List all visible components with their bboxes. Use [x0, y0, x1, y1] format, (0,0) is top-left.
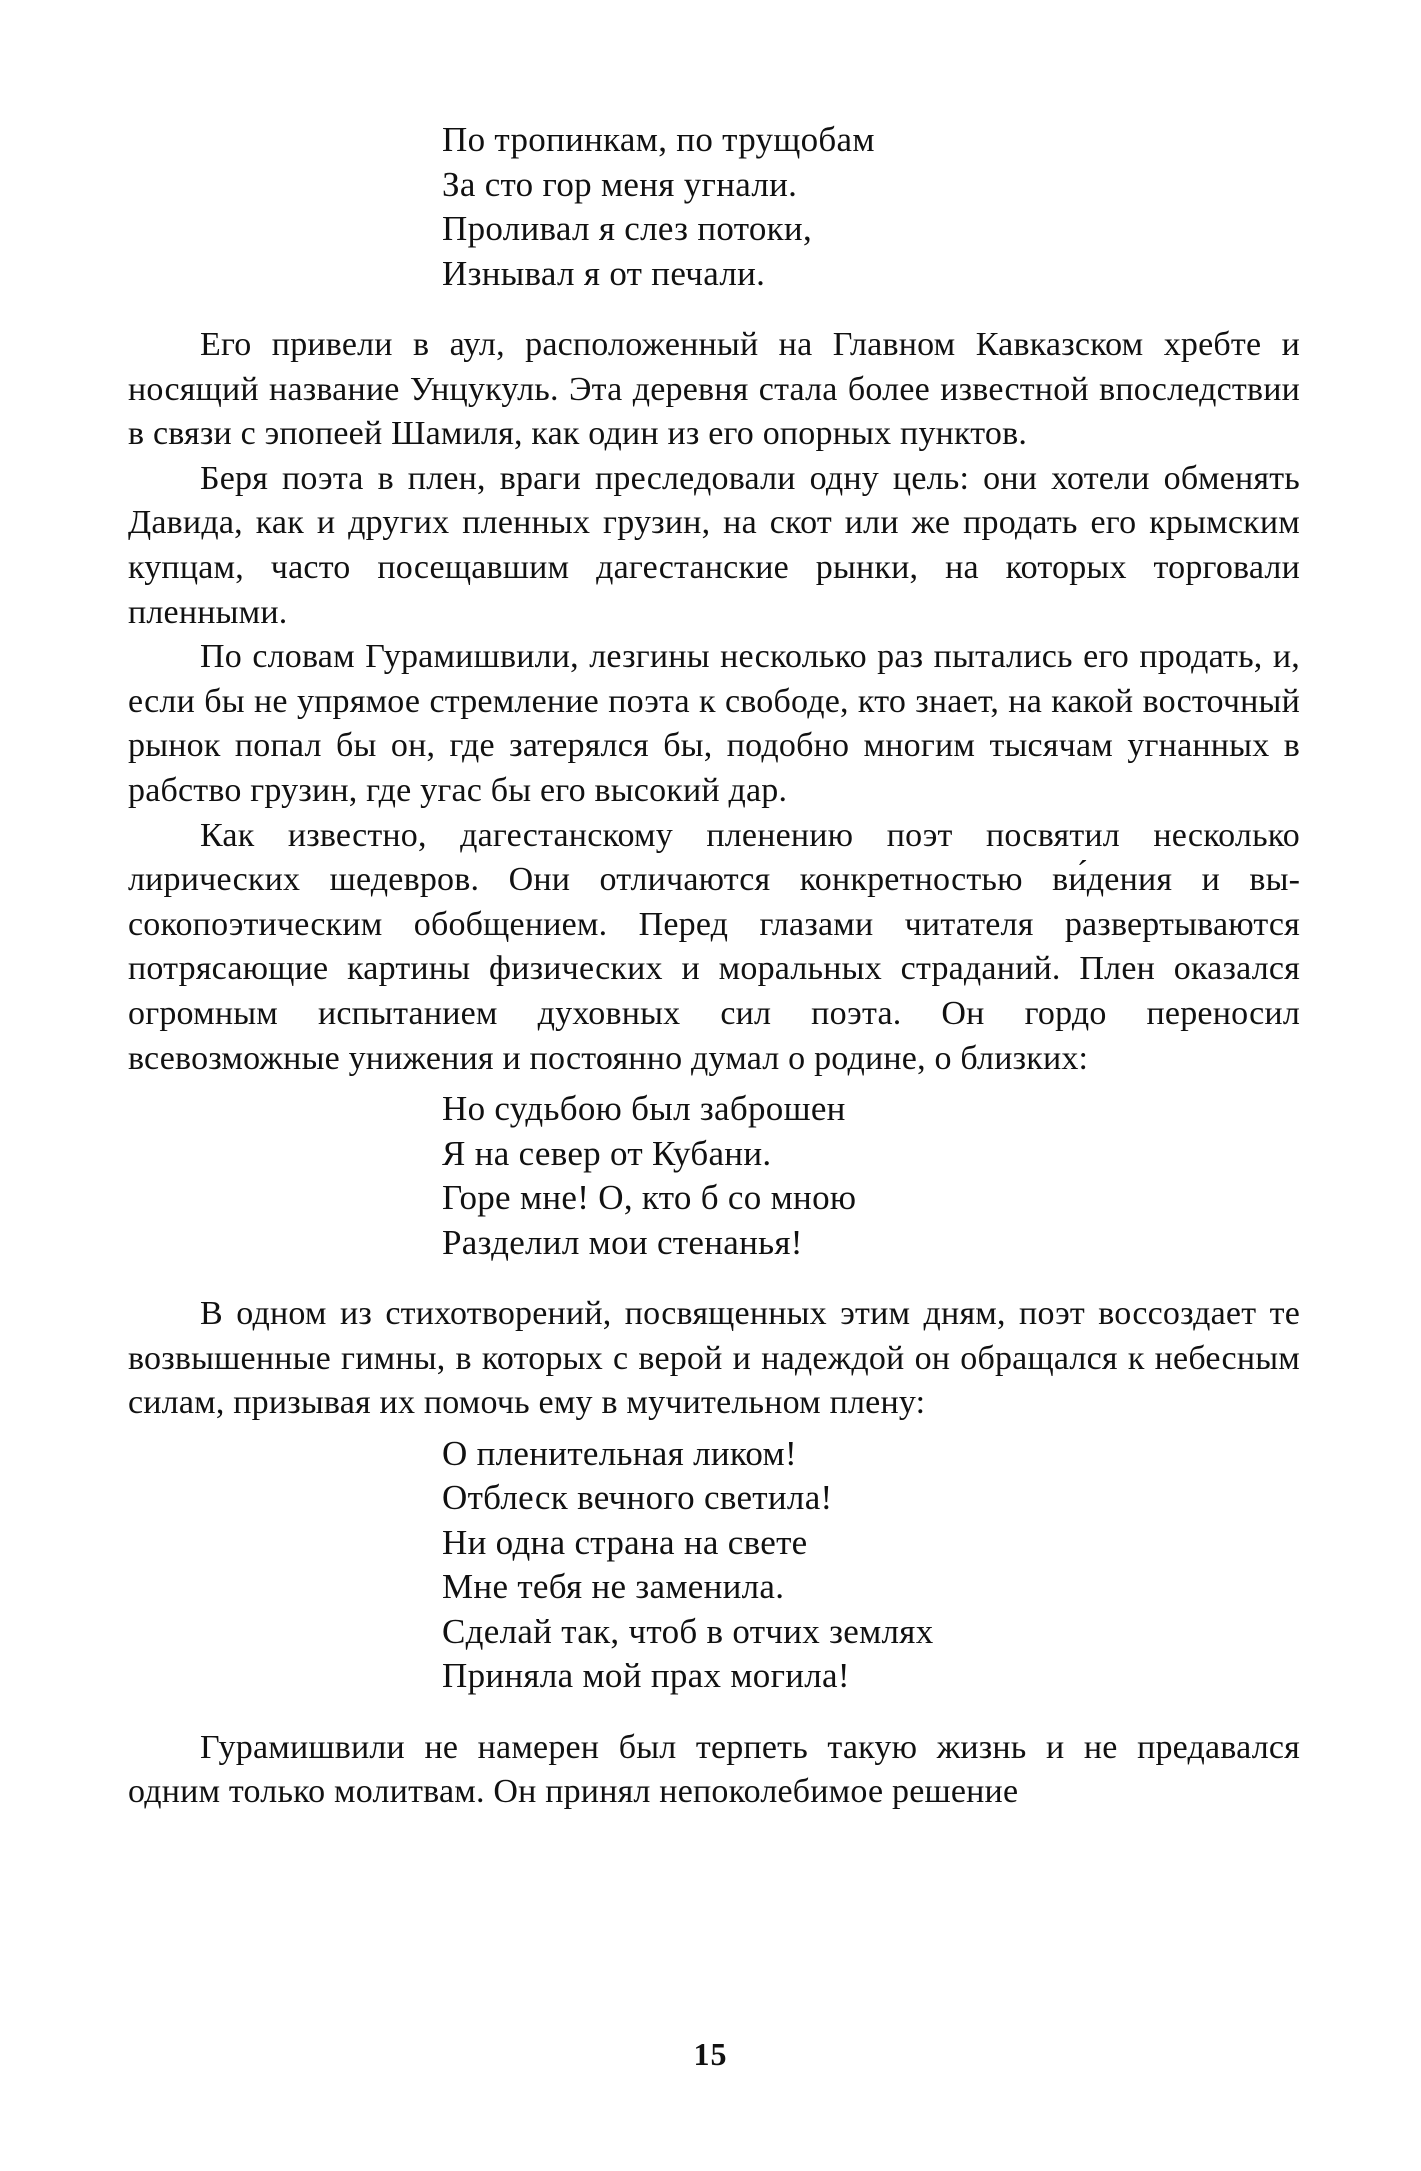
paragraph: Гурамишвили не намерен был терпеть такую жизнь и не предавался одним только молитвам. Он принял непоколебимое решение: [128, 1728, 1300, 1811]
verse-line: Отблеск вечного светила!: [442, 1478, 833, 1518]
paragraph: Как известно, дагестанскому пленению поэт посвятил несколько лирических шедевров. Они отличаются конкретностью ви́дения и высокопоэтическим обобщением. Перед глазами читателя развертываются потрясающие картины физических и моральных страданий. Плен оказался огромным испытанием духовных сил поэта. Он гордо переносил всевозможные унижения и постоянно думал о родине, о близких:: [128, 816, 1300, 1077]
verse-block-3: [442, 1432, 1300, 1699]
verse-line: По тропинкам, по трущобам: [442, 120, 875, 159]
verse-block-1: [442, 118, 1300, 296]
verse-line: Изнывал я от печали.: [442, 253, 766, 293]
paragraph: Беря поэта в плен, враги преследовали одну цель: они хотели обменять Давида, как и других пленных грузин, на скот или же продать его крымским купцам, часто посещавшим дагестанские рынки, на которых торговали пленными.: [128, 459, 1300, 631]
verse-line: Но судьбою был заброшен: [442, 1089, 846, 1129]
paragraph: В одном из стихотворений, посвященных этим дням, поэт воссоздает те возвышенные гимны, в которых с верой и надеждой он обращался к небесным силам, призывая их помочь ему в мучительном плену:: [128, 1295, 1300, 1422]
verse-line: Горе мне! О, кто б со мною: [442, 1178, 857, 1218]
verse-line: О пленительная ликом!: [442, 1433, 797, 1473]
verse-line: Разделил мои стенанья!: [442, 1222, 803, 1262]
verse-line: Приняла мой прах могила!: [442, 1656, 850, 1696]
verse-line: За сто гор меня угнали.: [442, 164, 798, 204]
verse-line: Ни одна страна на свете: [442, 1522, 808, 1562]
verse-line: Я на север от Кубани.: [442, 1133, 772, 1173]
page-number: 15: [693, 2036, 728, 2072]
verse-line: Мне тебя не заменила.: [442, 1567, 785, 1607]
verse-line: Проливал я слез потоки,: [442, 209, 813, 248]
verse-block-2: [442, 1087, 1300, 1265]
verse-line: Сделай так, чтоб в отчих землях: [442, 1611, 934, 1651]
paragraph: Его привели в аул, расположенный на Главном Кавказском хребте и носящий название Унцукуль. Эта деревня стала более известной впоследствии в связи с эпопеей Шамиля, как один из его опорных пунктов.: [128, 326, 1300, 453]
paragraph: По словам Гурамишвили, лезгины несколько раз пытались его продать, и, если бы не упрямое стремление поэта к свободе, кто знает, на какой восточный рынок попал бы он, где затерялся бы, подобно многим тысячам угнанных в рабство грузин, где угас бы его высокий дар.: [128, 638, 1300, 809]
page-text: [128, 118, 1300, 1815]
